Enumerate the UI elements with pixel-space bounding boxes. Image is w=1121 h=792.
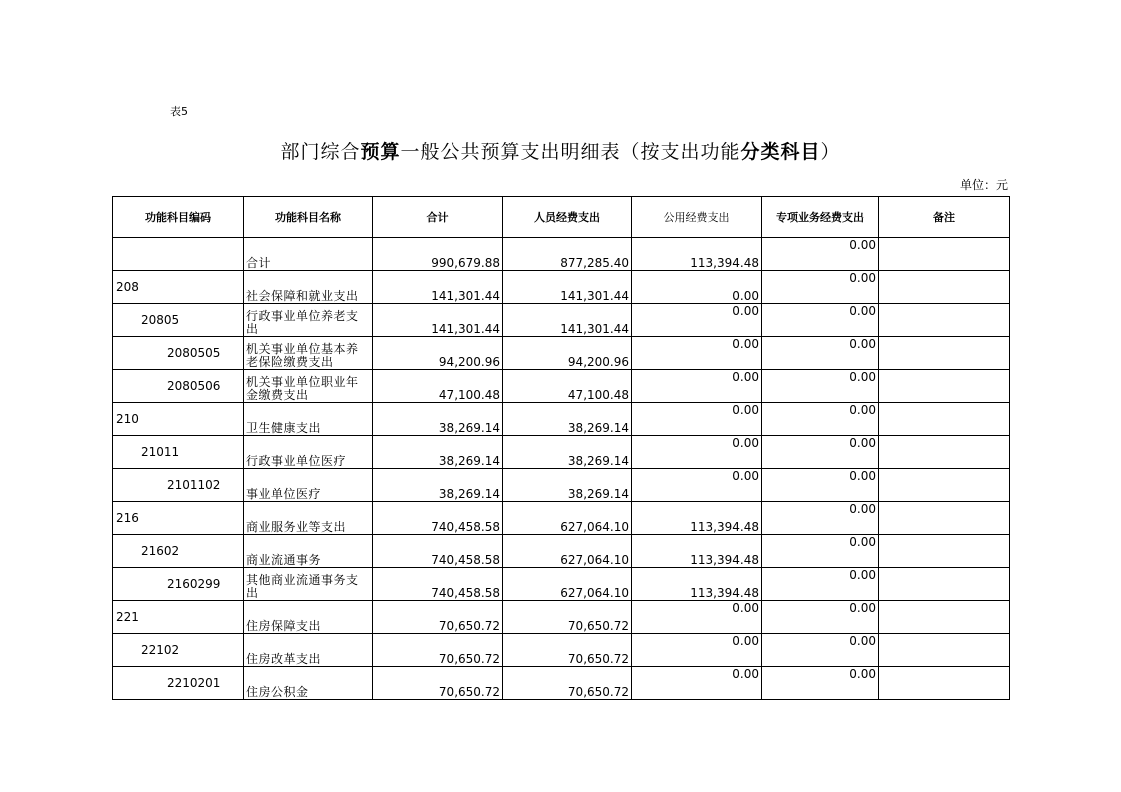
table-row — [113, 337, 1010, 370]
table-body — [113, 238, 1010, 700]
title-part-4: 分类科目 — [740, 141, 821, 163]
cell-total: 740,458.58 — [373, 502, 503, 535]
table-row — [113, 370, 1010, 403]
cell-code: 22102 — [113, 634, 244, 667]
cell-public: 0.00 — [632, 469, 762, 502]
cell-note — [879, 436, 1010, 469]
title-part-5: ） — [820, 141, 841, 163]
cell-note — [879, 568, 1010, 601]
cell-special: 0.00 — [762, 436, 879, 469]
table-row — [113, 502, 1010, 535]
cell-total: 990,679.88 — [373, 238, 503, 271]
cell-total: 94,200.96 — [373, 337, 503, 370]
cell-code: 2101102 — [113, 469, 244, 502]
cell-name: 行政事业单位医疗 — [244, 436, 373, 469]
title-part-3: 一般公共预算支出明细表（按支出功能 — [400, 141, 741, 163]
cell-code: 221 — [113, 601, 244, 634]
cell-code: 216 — [113, 502, 244, 535]
cell-total: 47,100.48 — [373, 370, 503, 403]
cell-public: 0.00 — [632, 634, 762, 667]
cell-total: 38,269.14 — [373, 403, 503, 436]
cell-special: 0.00 — [762, 238, 879, 271]
cell-name: 合计 — [244, 238, 373, 271]
cell-note — [879, 469, 1010, 502]
cell-note — [879, 271, 1010, 304]
cell-public: 0.00 — [632, 370, 762, 403]
cell-special: 0.00 — [762, 271, 879, 304]
cell-personnel: 627,064.10 — [503, 502, 632, 535]
header-name: 功能科目名称 — [244, 197, 373, 238]
cell-total: 740,458.58 — [373, 568, 503, 601]
cell-public: 0.00 — [632, 436, 762, 469]
cell-public: 0.00 — [632, 271, 762, 304]
cell-code: 2080505 — [113, 337, 244, 370]
expenditure-table — [112, 196, 1010, 700]
cell-personnel: 38,269.14 — [503, 469, 632, 502]
table-number: 表5 — [170, 105, 188, 118]
cell-total: 70,650.72 — [373, 634, 503, 667]
unit-label: 单位：元 — [959, 178, 1008, 192]
cell-note — [879, 370, 1010, 403]
cell-note — [879, 337, 1010, 370]
header-public: 公用经费支出 — [632, 197, 762, 238]
table-row — [113, 601, 1010, 634]
cell-special: 0.00 — [762, 535, 879, 568]
cell-personnel: 70,650.72 — [503, 667, 632, 700]
cell-special: 0.00 — [762, 370, 879, 403]
cell-note — [879, 634, 1010, 667]
table-row — [113, 469, 1010, 502]
cell-special: 0.00 — [762, 502, 879, 535]
cell-note — [879, 304, 1010, 337]
cell-code: 2210201 — [113, 667, 244, 700]
cell-personnel: 38,269.14 — [503, 436, 632, 469]
cell-total: 38,269.14 — [373, 436, 503, 469]
cell-code: 21602 — [113, 535, 244, 568]
header-special: 专项业务经费支出 — [762, 197, 879, 238]
table-row — [113, 634, 1010, 667]
cell-personnel: 47,100.48 — [503, 370, 632, 403]
cell-note — [879, 535, 1010, 568]
cell-personnel: 141,301.44 — [503, 304, 632, 337]
cell-special: 0.00 — [762, 304, 879, 337]
cell-total: 38,269.14 — [373, 469, 503, 502]
cell-total: 740,458.58 — [373, 535, 503, 568]
cell-name: 商业流通事务 — [244, 535, 373, 568]
cell-personnel: 141,301.44 — [503, 271, 632, 304]
cell-code: 208 — [113, 271, 244, 304]
cell-name: 机关事业单位基本养 老保险缴费支出 — [244, 337, 373, 370]
cell-code: 20805 — [113, 304, 244, 337]
cell-note — [879, 601, 1010, 634]
table-row — [113, 436, 1010, 469]
cell-personnel: 627,064.10 — [503, 535, 632, 568]
cell-special: 0.00 — [762, 667, 879, 700]
cell-public: 0.00 — [632, 337, 762, 370]
cell-public: 113,394.48 — [632, 502, 762, 535]
cell-note — [879, 502, 1010, 535]
cell-personnel: 38,269.14 — [503, 403, 632, 436]
cell-code: 21011 — [113, 436, 244, 469]
cell-special: 0.00 — [762, 634, 879, 667]
cell-total: 141,301.44 — [373, 304, 503, 337]
cell-public: 113,394.48 — [632, 238, 762, 271]
cell-name: 住房保障支出 — [244, 601, 373, 634]
header-personnel: 人员经费支出 — [503, 197, 632, 238]
cell-name: 住房公积金 — [244, 667, 373, 700]
cell-public: 0.00 — [632, 601, 762, 634]
cell-public: 0.00 — [632, 667, 762, 700]
cell-personnel: 627,064.10 — [503, 568, 632, 601]
cell-total: 70,650.72 — [373, 601, 503, 634]
cell-name: 事业单位医疗 — [244, 469, 373, 502]
cell-total: 141,301.44 — [373, 271, 503, 304]
cell-personnel: 70,650.72 — [503, 601, 632, 634]
cell-name: 商业服务业等支出 — [244, 502, 373, 535]
cell-total: 70,650.72 — [373, 667, 503, 700]
header-total: 合计 — [373, 197, 503, 238]
table-row — [113, 667, 1010, 700]
table-row — [113, 271, 1010, 304]
cell-code: 210 — [113, 403, 244, 436]
cell-special: 0.00 — [762, 469, 879, 502]
cell-name: 机关事业单位职业年 金缴费支出 — [244, 370, 373, 403]
cell-note — [879, 403, 1010, 436]
table-row — [113, 304, 1010, 337]
cell-name: 其他商业流通事务支 出 — [244, 568, 373, 601]
page-title — [0, 137, 1121, 164]
cell-name: 行政事业单位养老支 出 — [244, 304, 373, 337]
table-row — [113, 238, 1010, 271]
cell-name: 社会保障和就业支出 — [244, 271, 373, 304]
cell-name: 卫生健康支出 — [244, 403, 373, 436]
table-row — [113, 403, 1010, 436]
cell-special: 0.00 — [762, 601, 879, 634]
cell-public: 113,394.48 — [632, 568, 762, 601]
header-row — [113, 197, 1010, 238]
cell-note — [879, 238, 1010, 271]
cell-public: 113,394.48 — [632, 535, 762, 568]
cell-code: 2160299 — [113, 568, 244, 601]
header-code: 功能科目编码 — [113, 197, 244, 238]
cell-public: 0.00 — [632, 304, 762, 337]
cell-personnel: 70,650.72 — [503, 634, 632, 667]
cell-note — [879, 667, 1010, 700]
title-part-1: 部门综合 — [280, 141, 361, 163]
cell-special: 0.00 — [762, 337, 879, 370]
cell-code: 2080506 — [113, 370, 244, 403]
table-row — [113, 535, 1010, 568]
cell-personnel: 94,200.96 — [503, 337, 632, 370]
header-note: 备注 — [879, 197, 1010, 238]
table-row — [113, 568, 1010, 601]
cell-special: 0.00 — [762, 568, 879, 601]
title-part-2: 预算 — [360, 141, 401, 163]
cell-personnel: 877,285.40 — [503, 238, 632, 271]
cell-code — [113, 238, 244, 271]
cell-name: 住房改革支出 — [244, 634, 373, 667]
cell-special: 0.00 — [762, 403, 879, 436]
cell-public: 0.00 — [632, 403, 762, 436]
